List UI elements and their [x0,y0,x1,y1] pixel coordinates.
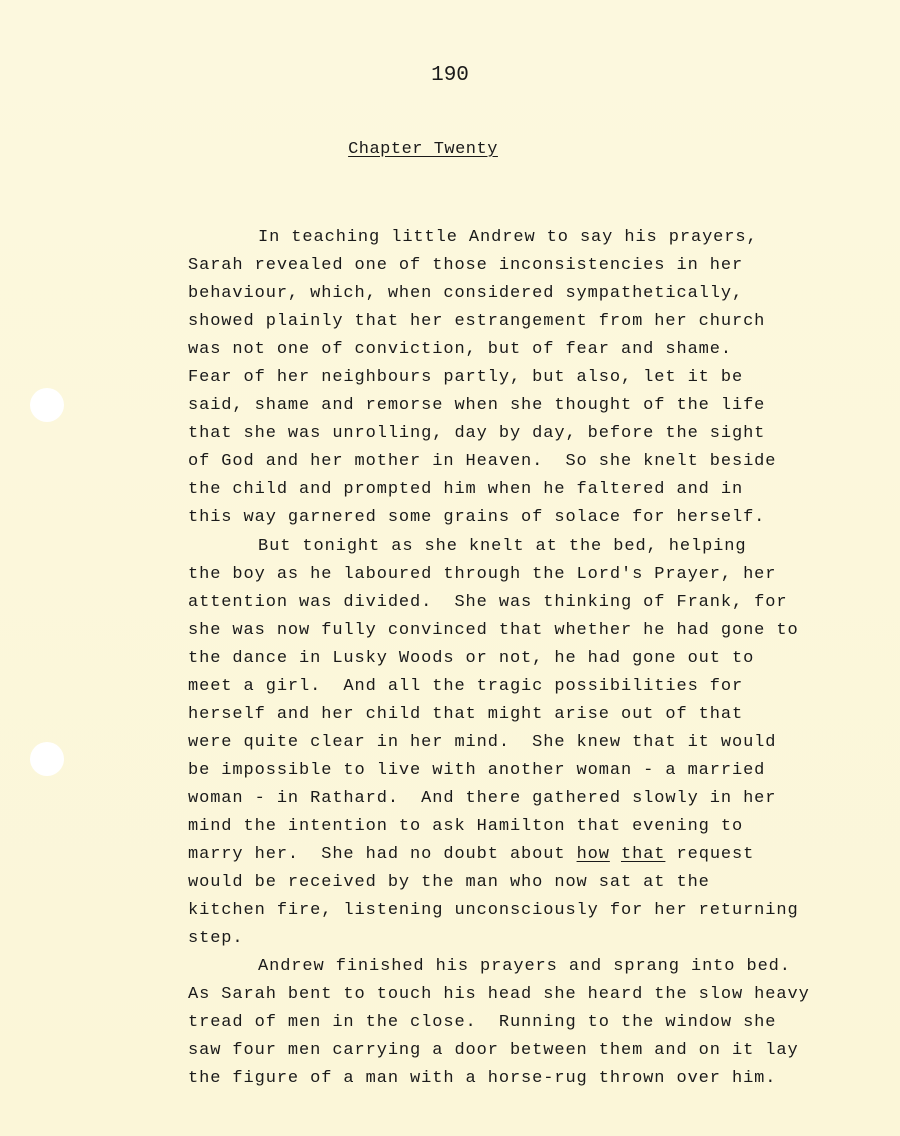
text-line: mind the intention to ask Hamilton that evening to [188,816,744,836]
text-line: kitchen fire, listening unconsciously for her returning [188,901,799,921]
underlined-word-how: how [576,845,610,865]
text-line: that she was unrolling, day by day, before the sight [188,424,766,444]
punch-hole-upper [30,388,64,422]
text-line: the boy as he laboured through the Lord's Prayer, her [188,564,777,584]
text-line-start: marry her. She had no doubt about [188,845,577,865]
text-line: be impossible to live with another woman - a married [188,760,766,780]
text-line: was not one of conviction, but of fear and shame. [188,340,732,360]
text-line: would be received by the man who now sat at the [188,873,710,893]
text-line: behaviour, which, when considered sympathetically, [188,284,744,304]
text-line: Sarah revealed one of those inconsistencies in her [188,256,744,276]
text-line-underlined [188,841,888,869]
text-line: Andrew finished his prayers and sprang into bed. [258,957,791,977]
text-line: saw four men carrying a door between them and on it lay [188,1041,799,1061]
punch-hole-lower [30,742,64,776]
text-line: showed plainly that her estrangement from her church [188,312,766,332]
text-line-end: request [665,845,755,865]
text-line: In teaching little Andrew to say his prayers, [258,228,758,247]
text-line: step. [188,929,244,949]
text-line: As Sarah bent to touch his head she heard the slow heavy [188,985,810,1005]
body-text [188,224,888,1093]
text-line: this way garnered some grains of solace for herself. [188,508,766,528]
text-line: herself and her child that might arise out of that [188,704,744,724]
text-line: said, shame and remorse when she thought of the life [188,396,766,416]
text-line: Fear of her neighbours partly, but also, let it be [188,368,744,388]
chapter-title: Chapter Twenty [348,140,498,159]
text-line: the figure of a man with a horse-rug thrown over him. [188,1069,777,1089]
text-line: But tonight as she knelt at the bed, helping [258,536,747,556]
text-line: the child and prompted him when he faltered and in [188,480,744,500]
underlined-word-that: that [620,845,666,865]
text-line: tread of men in the close. Running to the window she [188,1013,777,1033]
page-number: 190 [431,64,469,87]
text-line: of God and her mother in Heaven. So she knelt beside [188,452,777,472]
text-line: meet a girl. And all the tragic possibilities for [188,676,744,696]
text-line: attention was divided. She was thinking of Frank, for [188,592,788,612]
text-line: she was now fully convinced that whether he had gone to [188,620,799,640]
text-line: the dance in Lusky Woods or not, he had gone out to [188,648,755,668]
text-line: woman - in Rathard. And there gathered slowly in her [188,788,777,808]
text-line-gap [610,845,621,864]
text-line: were quite clear in her mind. She knew that it would [188,732,777,752]
